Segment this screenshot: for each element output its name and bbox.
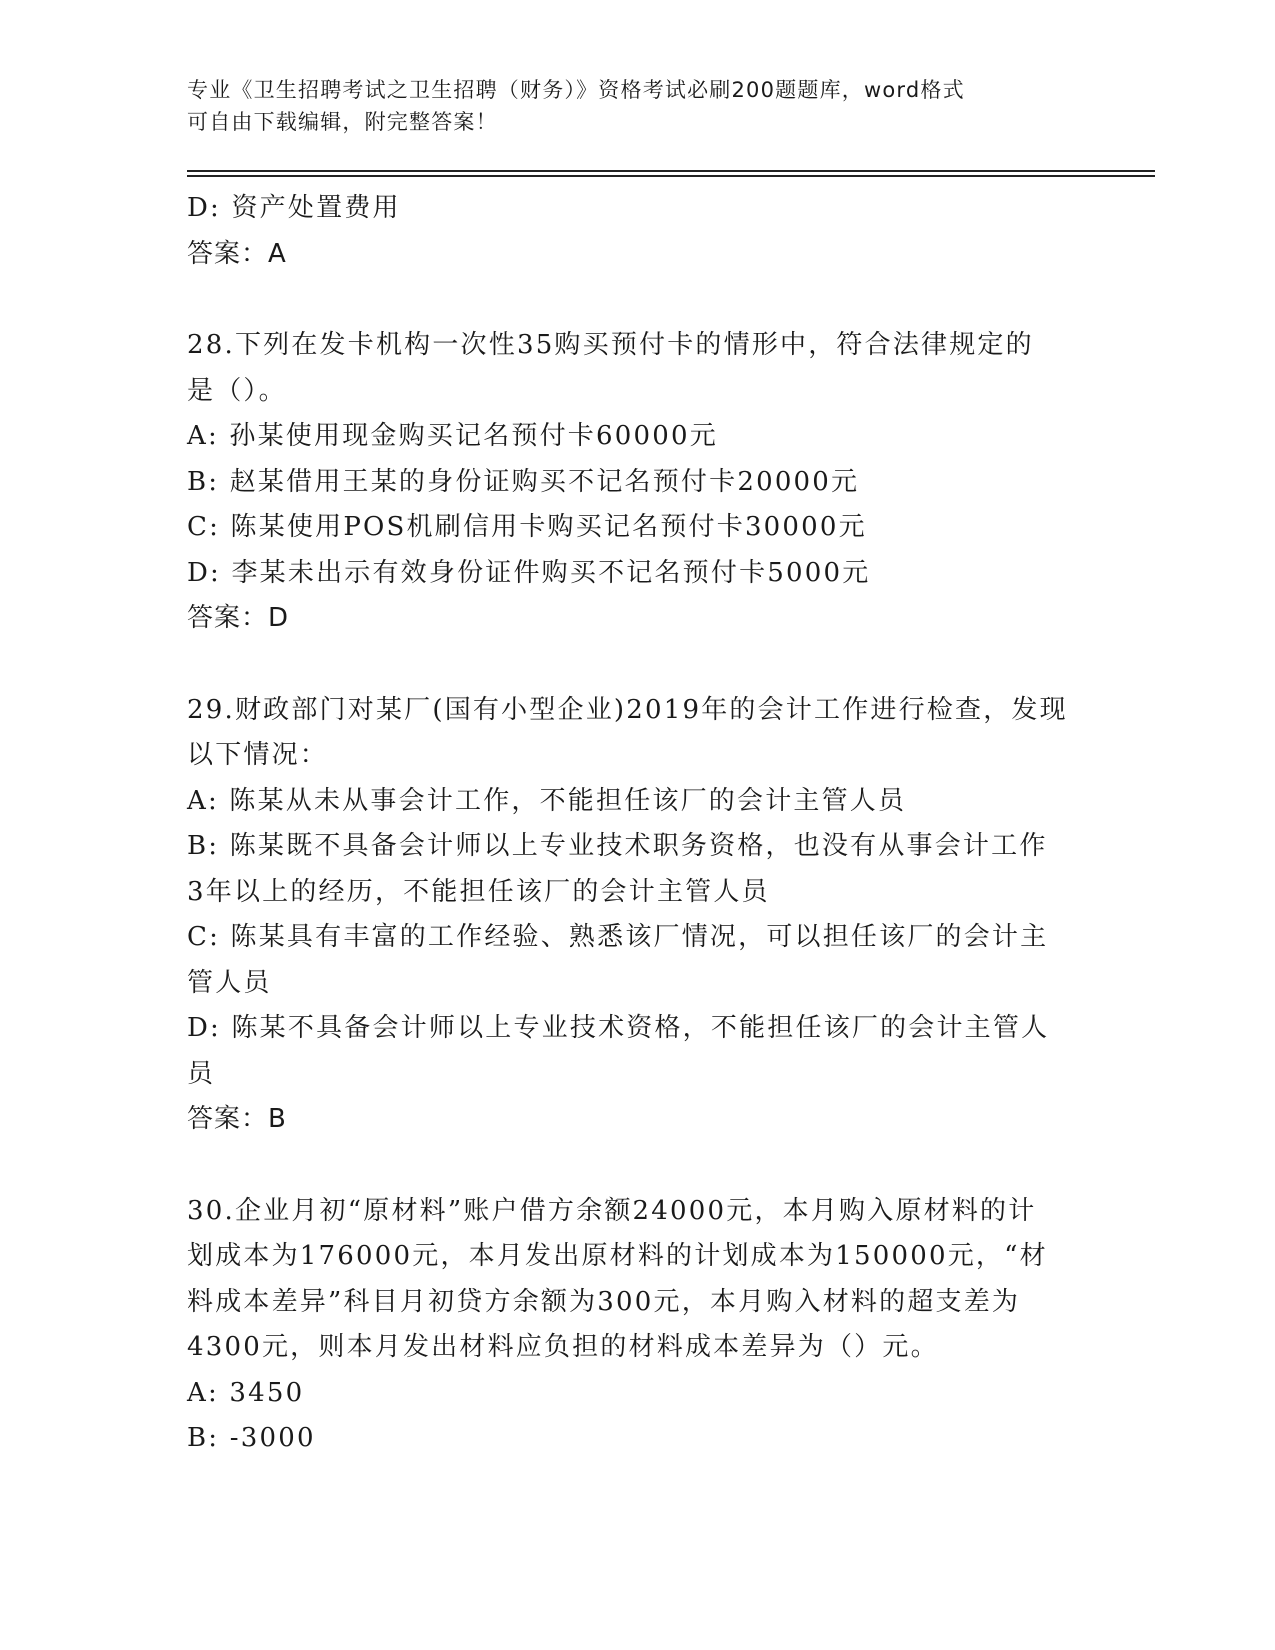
answer-line: 答案：B bbox=[187, 1104, 287, 1134]
question-text-line: 是（）。 bbox=[187, 375, 287, 406]
option-line: 管人员 bbox=[187, 967, 272, 998]
question-text-line: 30.企业月初“原材料”账户借方余额24000元，本月购入原材料的计 bbox=[187, 1195, 1037, 1226]
question-content bbox=[187, 186, 1087, 1462]
option-line: D: 陈某不具备会计师以上专业技术资格，不能担任该厂的会计主管人 bbox=[187, 1013, 1050, 1043]
question-text-line: 28.下列在发卡机构一次性35购买预付卡的情形中，符合法律规定的 bbox=[187, 330, 1034, 360]
option-line: B: -3000 bbox=[187, 1423, 316, 1453]
question-text-line: 以下情况： bbox=[187, 740, 329, 770]
answer-line: 答案：A bbox=[187, 238, 287, 269]
option-line: B: 陈某既不具备会计师以上专业技术职务资格，也没有从事会计工作 bbox=[187, 831, 1048, 861]
option-line: A: 陈某从未从事会计工作，不能担任该厂的会计主管人员 bbox=[187, 785, 907, 816]
option-line: 员 bbox=[187, 1058, 216, 1089]
question-text-line: 料成本差异”科目月初贷方余额为300元，本月购入材料的超支差为 bbox=[187, 1286, 1021, 1317]
header-line-2: 可自由下载编辑，附完整答案！ bbox=[187, 110, 498, 134]
question-text-line: 划成本为176000元，本月发出原材料的计划成本为150000元，“材 bbox=[187, 1241, 1048, 1271]
question-block bbox=[187, 1189, 1087, 1462]
header-rule-bottom bbox=[187, 175, 1155, 177]
block-spacer bbox=[187, 277, 1087, 323]
question-block bbox=[187, 323, 1087, 642]
question-text-line: 4300元，则本月发出材料应负担的材料成本差异为（）元。 bbox=[187, 1332, 939, 1362]
option-line: C: 陈某具有丰富的工作经验、熟悉该厂情况，可以担任该厂的会计主 bbox=[187, 922, 1049, 952]
option-line: A: 3450 bbox=[187, 1377, 305, 1408]
answer-line: 答案：D bbox=[187, 603, 290, 633]
option-line: D: 资产处置费用 bbox=[187, 193, 401, 223]
header-line-1: 专业《卫生招聘考试之卫生招聘（财务）》资格考试必刷200题题库，word格式 bbox=[187, 78, 965, 102]
question-text-line: 29.财政部门对某厂(国有小型企业)2019年的会计工作进行检查，发现 bbox=[187, 694, 1068, 725]
option-line: B: 赵某借用王某的身份证购买不记名预付卡20000元 bbox=[187, 466, 860, 497]
option-line: 3年以上的经历，不能担任该厂的会计主管人员 bbox=[187, 876, 770, 907]
header-rule-top bbox=[187, 170, 1155, 172]
option-line: C: 陈某使用POS机刷信用卡购买记名预付卡30000元 bbox=[187, 512, 867, 542]
option-line: A: 孙某使用现金购买记名预付卡60000元 bbox=[187, 421, 718, 451]
question-block bbox=[187, 186, 1087, 277]
block-spacer bbox=[187, 642, 1087, 688]
question-block bbox=[187, 688, 1087, 1143]
option-line: D: 李某未出示有效身份证件购买不记名预付卡5000元 bbox=[187, 557, 871, 588]
block-spacer bbox=[187, 1143, 1087, 1189]
document-header bbox=[187, 74, 1087, 138]
